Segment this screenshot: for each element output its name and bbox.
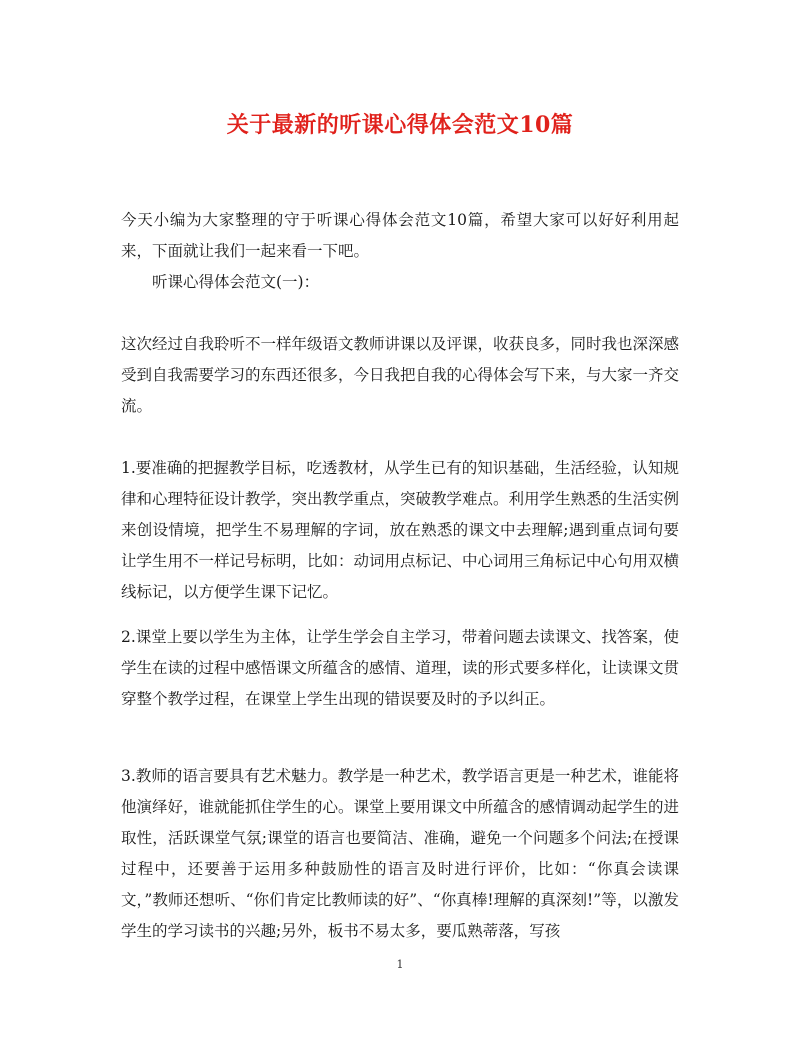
intro-paragraph: 今天小编为大家整理的守于听课心得体会范文10篇，希望大家可以好好利用起来，下面就让我们一起来看一下吧。: [121, 211, 679, 260]
document-title: 关于最新的听课心得体会范文10篇: [226, 112, 574, 138]
paragraph-point-3: 3.教师的语言要具有艺术魅力。教学是一种艺术，教学语言更是一种艺术，谁能将他演绎好，谁就能抓住学生的心。课堂上要用课文中所蕴含的感情调动起学生的进取性，活跃课堂气氛;课堂的语言也要简洁、准确，避免一个问题多个问法;在授课过程中，还要善于运用多种鼓励性的语言及时进行评价，比如：“你真会读课文，”教师还想听、“你们肯定比教师读的好”、“你真棒!理解的真深刻!”等，以激发学生的学习读书的兴趣;另外，板书不易太多，要瓜熟蒂落，写孩: [121, 767, 680, 940]
paragraph-reflection: 这次经过自我聆听不一样年级语文教师讲课以及评课，收获良多，同时我也深深感受到自我需要学习的东西还很多，今日我把自我的心得体会写下来，与大家一齐交流。: [121, 335, 680, 415]
page-number: 1: [396, 958, 404, 971]
paragraph-point-1: 1.要准确的把握教学目标，吃透教材，从学生已有的知识基础，生活经验，认知规律和心理特征设计教学，突出教学重点，突破教学难点。利用学生熟悉的生活实例来创设情境，把学生不易理解的字词，放在熟悉的课文中去理解;遇到重点词句要让学生用不一样记号标明，比如：动词用点标记、中心词用三角标记中心句用双横线标记，以方便学生课下记忆。: [121, 459, 680, 601]
paragraph-point-2: 2.课堂上要以学生为主体，让学生学会自主学习，带着问题去读课文、找答案，使学生在读的过程中感悟课文所蕴含的感情、道理，读的形式要多样化，让读课文贯穿整个教学过程，在课堂上学生出现的错误要及时的予以纠正。: [121, 628, 680, 708]
section-heading: 听课心得体会范文(一)：: [152, 273, 320, 291]
